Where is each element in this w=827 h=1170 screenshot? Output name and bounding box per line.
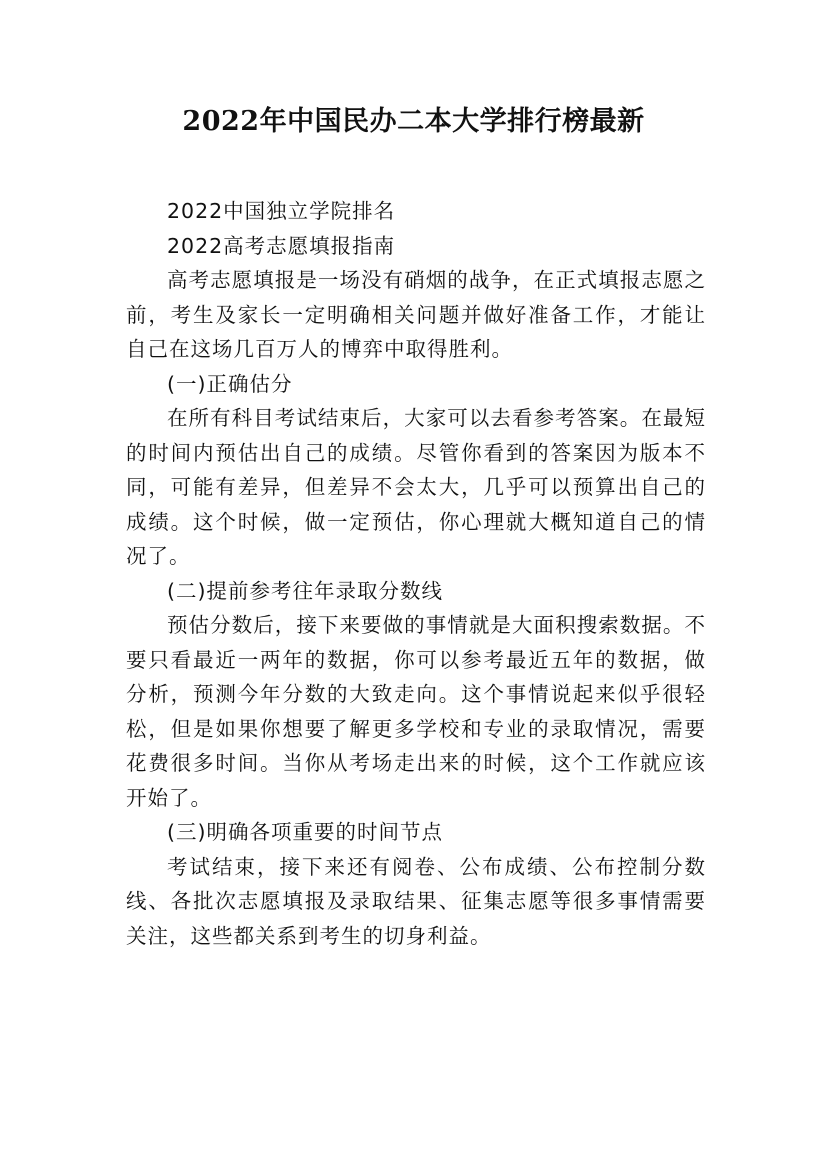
section-1-paragraph: 在所有科目考试结束后，大家可以去看参考答案。在最短的时间内预估出自己的成绩。尽管你看到的答案因为版本不同，可能有差异，但差异不会太大，几乎可以预算出自己的成绩。这个时候，做一定预估，你心理就大概知道自己的情况了。 [126,406,706,568]
section-heading-2: (二)提前参考往年录取分数线 [167,578,443,603]
section-2-paragraph: 预估分数后，接下来要做的事情就是大面积搜索数据。不要只看最近一两年的数据，你可以参考最近五年的数据，做分析，预测今年分数的大致走向。这个事情说起来似乎很轻松，但是如果你想要了解更多学校和专业的录取情况，需要花费很多时间。当你从考场走出来的时候，这个工作就应该开始了。 [126,613,706,810]
intro-paragraph: 高考志愿填报是一场没有硝烟的战争，在正式填报志愿之前，考生及家长一定明确相关问题并做好准备工作，才能让自己在这场几百万人的博弈中取得胜利。 [126,268,706,361]
section-heading-3: (三)明确各项重要的时间节点 [167,820,443,844]
document-body [126,194,706,953]
document-title: 2022年中国民办二本大学排行榜最新 [182,106,645,137]
subtitle-guide: 2022高考志愿填报指南 [167,233,396,258]
section-3-paragraph: 考试结束，接下来还有阅卷、公布成绩、公布控制分数线、各批次志愿填报及录取结果、征集志愿等很多事情需要关注，这些都关系到考生的切身利益。 [126,854,706,948]
subtitle-ranking: 2022中国独立学院排名 [167,199,396,223]
section-heading-1: (一)正确估分 [167,371,293,396]
